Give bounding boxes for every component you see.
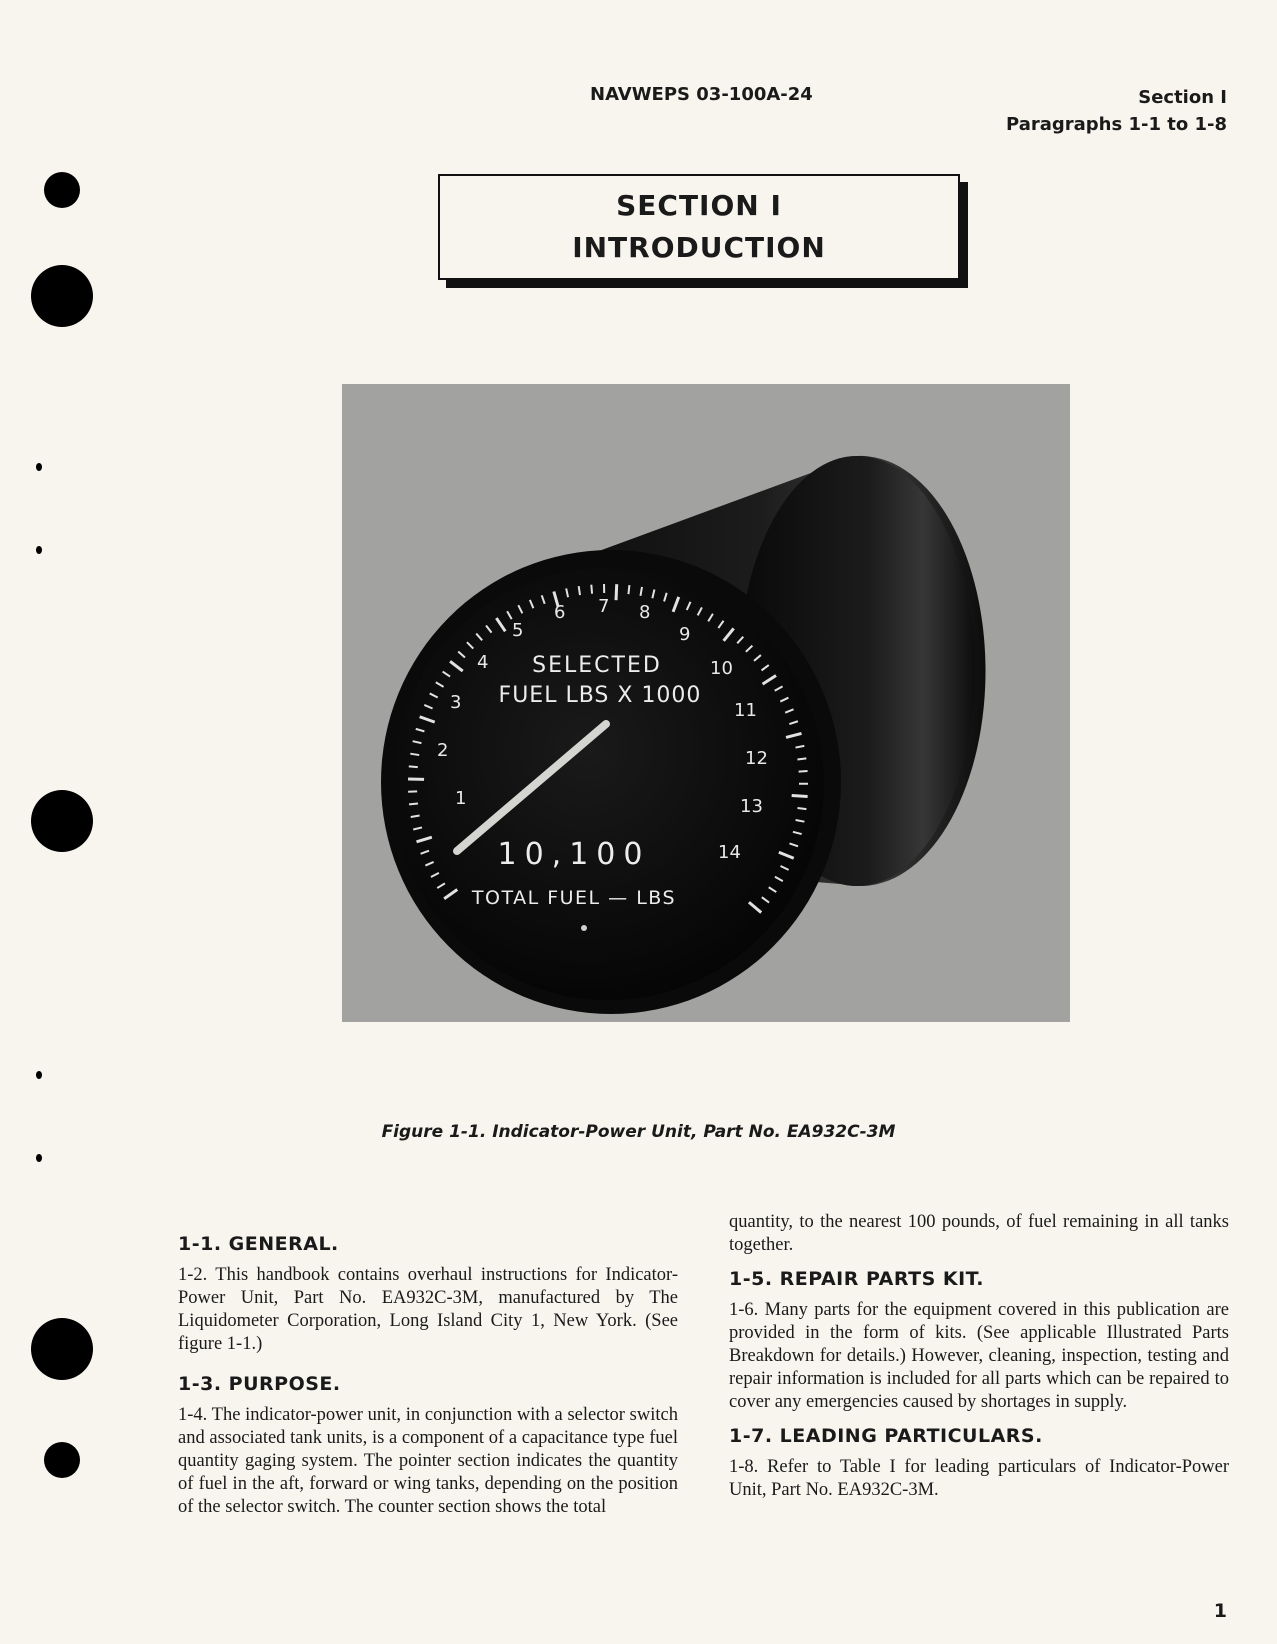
heading-leading-particulars: 1-7. LEADING PARTICULARS. (729, 1425, 1043, 1447)
section-reference (1006, 84, 1227, 138)
figure-caption: Figure 1-1. Indicator-Power Unit, Part No. EA932C-3M (381, 1122, 896, 1142)
dial-tick (797, 758, 806, 759)
binder-mark (36, 463, 42, 471)
paragraph-1-4-continued: quantity, to the nearest 100 pounds, of fuel remaining in all tanks together. (729, 1212, 1229, 1255)
paragraphs-label: Paragraphs 1-1 to 1-8 (1005, 114, 1227, 135)
heading-general: 1-1. GENERAL. (178, 1233, 339, 1255)
paragraph-1-8: 1-8. Refer to Table I for leading particulars of Indicator-Power Unit, Part No. EA932C-3M. (729, 1457, 1229, 1500)
dial-tick (579, 586, 580, 595)
binder-hole (44, 172, 80, 208)
binder-mark (36, 546, 42, 554)
binder-hole (31, 265, 93, 327)
dial-screw (581, 925, 587, 931)
dial-label-selected: SELECTED (532, 653, 662, 678)
dial-tick (792, 795, 808, 796)
scale-number: 7 (598, 596, 610, 617)
section-number: SECTION I (616, 189, 782, 222)
binder-mark (36, 1154, 42, 1162)
publication-number: NAVWEPS 03-100A-24 (590, 84, 813, 105)
figure-photo (342, 384, 1070, 1022)
scale-number: 4 (477, 652, 489, 673)
scale-number: 9 (679, 624, 691, 645)
binder-hole (31, 790, 93, 852)
dial-label-fuel-units: FUEL LBS X 1000 (498, 683, 702, 708)
dial-tick (591, 585, 592, 594)
section-title: INTRODUCTION (572, 231, 826, 264)
text-column-left (178, 1232, 678, 1519)
dial-tick (409, 766, 418, 767)
dial-tick (410, 754, 419, 755)
scale-number: 11 (734, 700, 757, 721)
scale-number: 1 (455, 788, 467, 809)
scale-number: 12 (745, 748, 768, 769)
scale-number: 5 (512, 620, 524, 641)
paragraph-1-2: 1-2. This handbook contains overhaul instructions for Indicator-Power Unit, Part No. EA932C-3M, manufactured by The Liquidometer Corporation, Long Island City 1, New York. (See figure 1-1.) (178, 1265, 678, 1354)
dial-tick (409, 803, 418, 804)
fuel-counter: 10,100 (497, 837, 651, 872)
dial-tick (797, 808, 806, 809)
binder-hole (44, 1442, 80, 1478)
text-column-right (729, 1211, 1229, 1502)
heading-purpose: 1-3. PURPOSE. (178, 1373, 341, 1395)
dial-tick (628, 585, 629, 594)
scale-number: 10 (710, 658, 733, 679)
heading-repair-parts-kit: 1-5. REPAIR PARTS KIT. (729, 1268, 984, 1290)
dial-tick (616, 584, 617, 600)
dial-tick (799, 771, 808, 772)
binder-hole (31, 1318, 93, 1380)
section-title-box (438, 174, 960, 280)
scale-number: 3 (450, 692, 462, 713)
scale-number: 2 (437, 740, 449, 761)
dial-face (392, 568, 824, 1000)
page-number: 1 (1213, 1600, 1227, 1622)
scale-number: 6 (554, 602, 566, 623)
binder-mark (36, 1071, 42, 1079)
dial-label-total-fuel: TOTAL FUEL — LBS (471, 887, 677, 909)
paragraph-1-6: 1-6. Many parts for the equipment covered in this publication are provided in the form of kits. (See applicable Illustrated Parts Breakdown for details.) However, cleaning, inspection, testing and repair information is included for all parts which can be repaired to cover any emergencies caused by shortages in supply. (729, 1300, 1229, 1412)
scale-number: 14 (718, 842, 741, 863)
paragraph-1-4: 1-4. The indicator-power unit, in conjunction with a selector switch and associated tank units, is a component of a capacitance type fuel quantity gaging system. The pointer section indicates the quantity of fuel in the aft, forward or wing tanks, depending on the position of the selector switch. The counter section shows the total (178, 1405, 678, 1517)
scale-number: 8 (639, 602, 651, 623)
section-label: Section I (1138, 87, 1227, 108)
scale-number: 13 (740, 796, 763, 817)
